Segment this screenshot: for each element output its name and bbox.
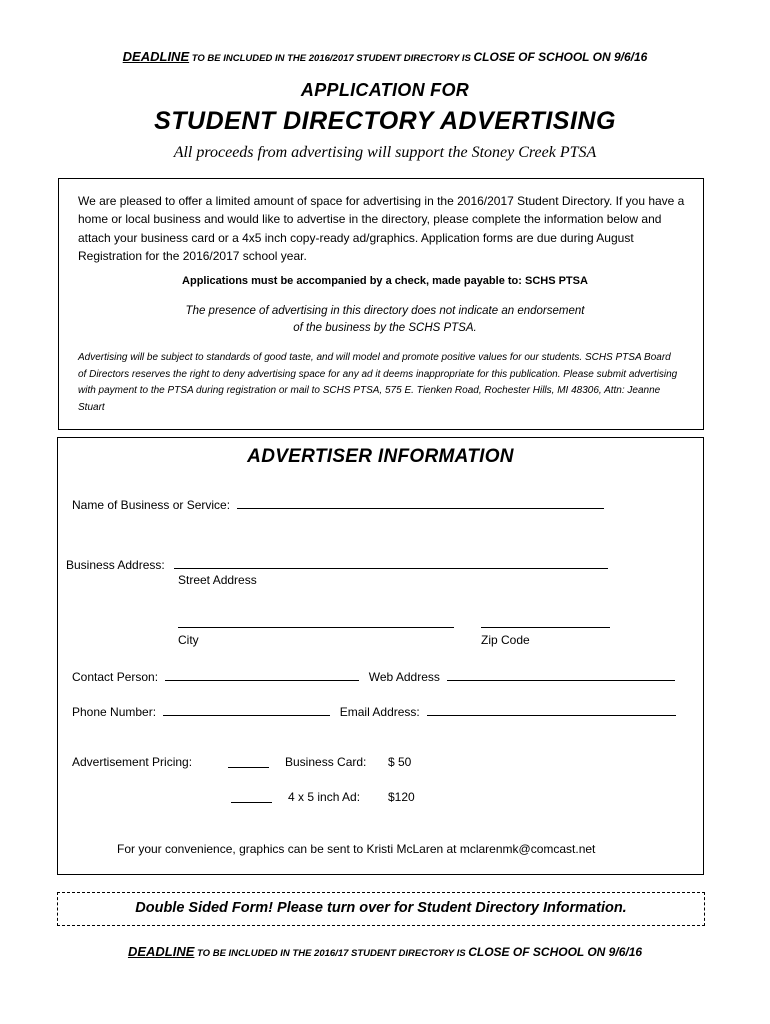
business-address-row (66, 556, 608, 572)
page-title: STUDENT DIRECTORY ADVERTISING (154, 107, 616, 135)
zip-code-label: Zip Code (481, 633, 530, 647)
deadline-notice-bottom (0, 943, 770, 961)
ad-checkbox-line[interactable] (231, 790, 272, 803)
deadline-word-bottom: DEADLINE (127, 944, 195, 959)
contact-row (72, 668, 675, 684)
pricing-label: Advertisement Pricing: (72, 755, 193, 769)
double-sided-notice: Double Sided Form! Please turn over for Student Directory Information. (135, 900, 627, 916)
phone-row (72, 703, 676, 719)
business-card-checkbox-line[interactable] (228, 755, 269, 768)
advertiser-section-title: ADVERTISER INFORMATION (247, 446, 514, 467)
email-address-field[interactable] (427, 703, 676, 716)
deadline-date: OF SCHOOL ON 9/6/16 (514, 50, 648, 64)
web-address-field[interactable] (447, 668, 675, 681)
business-address-label: Business Address: (66, 558, 165, 572)
deadline-close-bottom: CLOSE (468, 945, 510, 959)
page-subtitle: All proceeds from advertising will support the Stoney Creek PTSA (173, 144, 597, 161)
email-address-label: Email Address: (339, 705, 420, 719)
contact-person-label: Contact Person: (72, 670, 159, 684)
deadline-notice-top (0, 48, 770, 66)
business-name-label: Name of Business or Service: (72, 498, 231, 512)
contact-person-field[interactable] (165, 668, 359, 681)
deadline-word: DEADLINE (122, 49, 190, 64)
business-name-row (72, 496, 604, 512)
city-field[interactable] (178, 615, 454, 628)
street-address-field[interactable] (174, 556, 608, 569)
business-card-label: Business Card: (285, 755, 367, 769)
deadline-date-bottom: OF SCHOOL ON 9/6/16 (509, 945, 643, 959)
endorsement-note (0, 303, 770, 337)
graphics-note: For your convenience, graphics can be sent to Kristi McLaren at mclarenmk@comcast.net (117, 842, 596, 856)
web-address-label: Web Address (368, 670, 440, 684)
business-card-price: $ 50 (388, 755, 412, 769)
phone-number-label: Phone Number: (72, 705, 157, 719)
business-name-field[interactable] (237, 496, 604, 509)
check-note: Applications must be accompanied by a check, made payable to: SCHS PTSA (182, 275, 588, 287)
ad-size-label: 4 x 5 inch Ad: (288, 790, 361, 804)
deadline-close: CLOSE (473, 50, 515, 64)
endorsement-line-1: The presence of advertising in this directory does not indicate an endorsement (185, 305, 585, 317)
zip-code-field[interactable] (481, 615, 610, 628)
phone-number-field[interactable] (163, 703, 330, 716)
standards-paragraph: Advertising will be subject to standards of good taste, and will model and promote positive values for our students. SCHS PTSA Board of Directors reserves the right to deny advertising space for any ad it deems inappropriate for this publication. Please submit advertising with payment to the PTSA during registration or mail to SCHS PTSA, 575 E. Tienken Road, Rochester Hills, MI 48306, Attn: Jeanne Stuart (78, 352, 678, 413)
street-address-label: Street Address (178, 573, 257, 587)
deadline-middle: TO BE INCLUDED IN THE 2016/2017 STUDENT DIRECTORY IS (189, 53, 474, 64)
ad-price: $120 (388, 790, 415, 804)
city-label: City (178, 633, 199, 647)
deadline-middle-bottom: TO BE INCLUDED IN THE 2016/17 STUDENT DIRECTORY IS (194, 948, 469, 959)
application-for-heading: APPLICATION FOR (300, 80, 470, 100)
intro-paragraph: We are pleased to offer a limited amount of space for advertising in the 2016/2017 Student Directory. If you have a home or local business and would like to advertise in the directory, please complete the information below and attach your business card or a 4x5 inch copy-ready ad/graphics. Application forms are due during August Registration for the 2016/2017 school year. (78, 194, 685, 263)
endorsement-line-2: of the business by the SCHS PTSA. (293, 322, 477, 334)
